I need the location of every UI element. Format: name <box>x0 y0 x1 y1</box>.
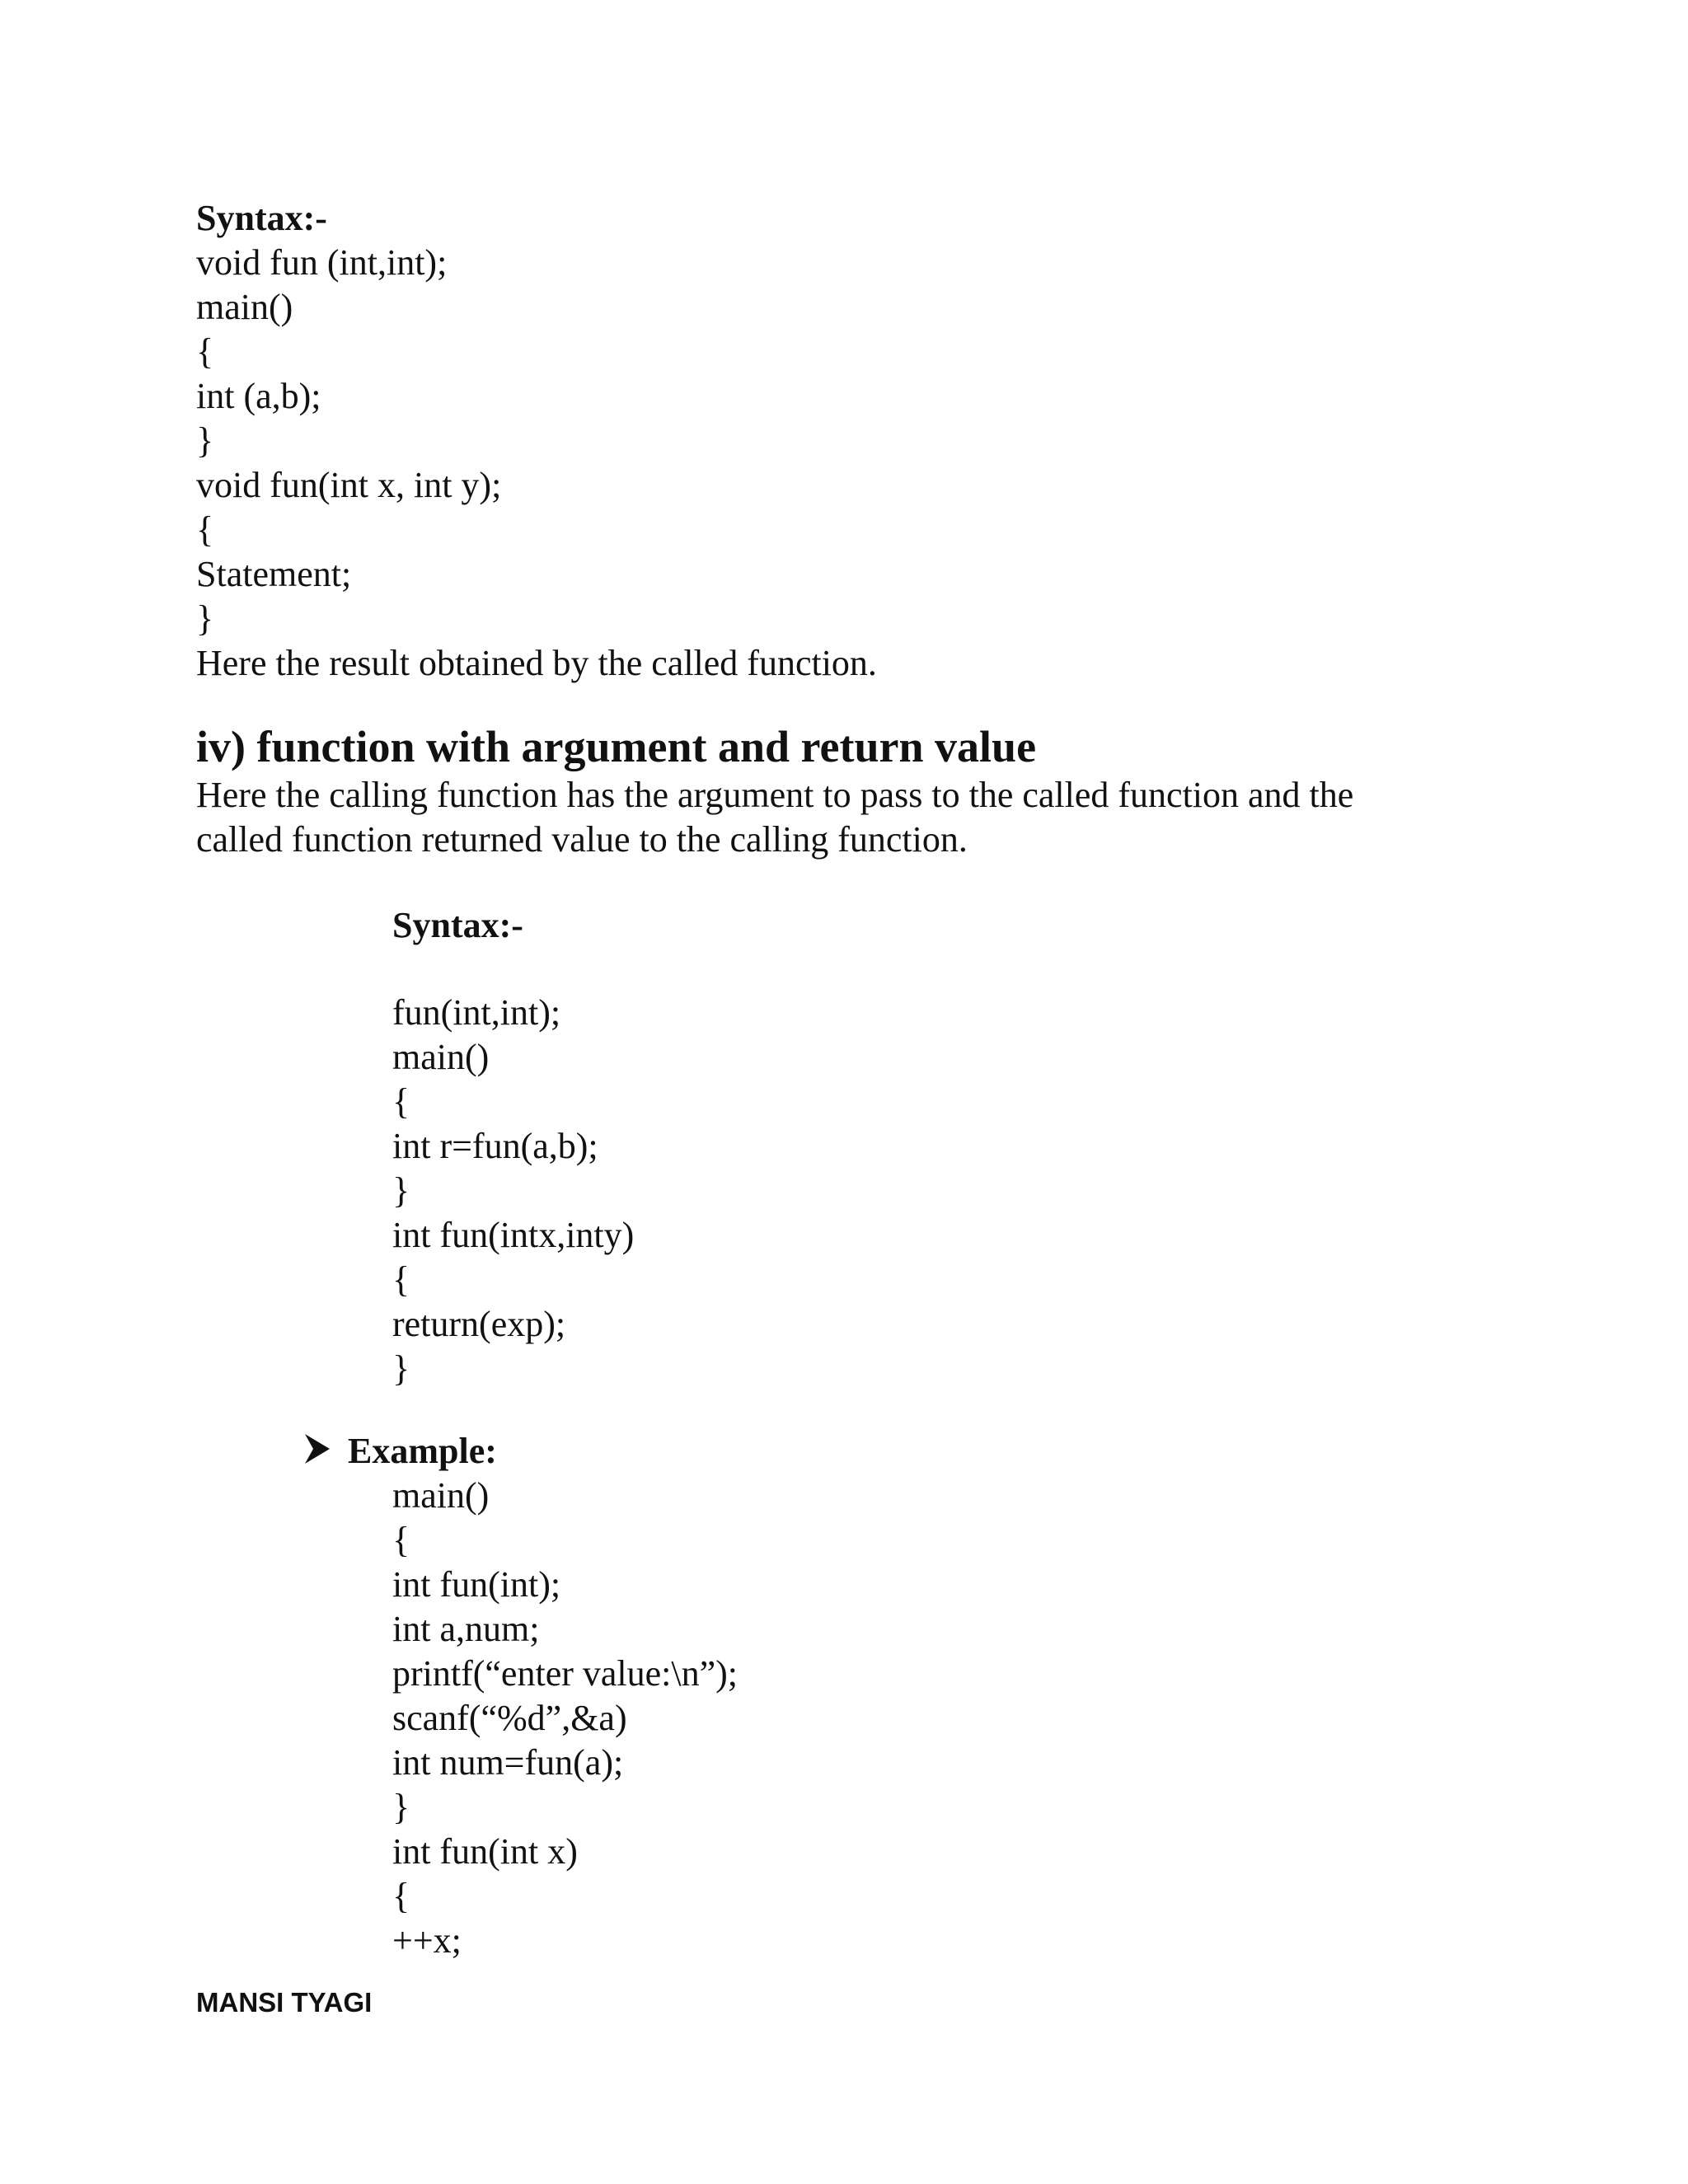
code-line: main() <box>392 1475 490 1516</box>
section-heading: iv) function with argument and return value <box>196 722 1037 771</box>
code-line: { <box>392 1520 410 1560</box>
code-line: { <box>392 1081 410 1122</box>
code-line: void fun(int x, int y); <box>196 465 502 505</box>
code-line: scanf(“%d”,&a) <box>392 1698 627 1738</box>
code-line: int fun(int); <box>392 1564 561 1605</box>
code-line: main() <box>196 287 293 327</box>
code-line: printf(“enter value:\n”); <box>392 1653 738 1694</box>
code-line: int num=fun(a); <box>392 1742 624 1783</box>
code-line: int a,num; <box>392 1609 540 1649</box>
syntax-label: Syntax:- <box>392 905 523 945</box>
syntax-label: Syntax:- <box>196 198 327 238</box>
code-line: } <box>392 1170 410 1211</box>
code-line: Statement; <box>196 554 352 594</box>
code-line: void fun (int,int); <box>196 242 448 283</box>
section-description <box>196 773 1498 862</box>
example-label: Example: <box>348 1431 497 1471</box>
explanation-text: Here the result obtained by the called function. <box>196 643 877 683</box>
description-line: Here the calling function has the argument to pass to the called function and the <box>196 775 1354 815</box>
code-line: int (a,b); <box>196 376 321 416</box>
code-line: int fun(intx,inty) <box>392 1215 635 1255</box>
code-line: { <box>392 1876 410 1916</box>
code-line: } <box>392 1787 410 1827</box>
footer-author: MANSI TYAGI <box>196 1987 373 2018</box>
arrowhead-bullet-icon <box>302 1429 335 1469</box>
code-line: fun(int,int); <box>392 992 561 1033</box>
code-line: } <box>196 420 214 461</box>
code-line: ++x; <box>392 1920 462 1961</box>
code-line: return(exp); <box>392 1304 566 1344</box>
code-line: } <box>392 1348 410 1389</box>
code-line: { <box>392 1259 410 1300</box>
code-line: } <box>196 598 214 639</box>
code-line: { <box>196 331 214 372</box>
description-line: called function returned value to the calling function. <box>196 819 968 860</box>
code-line: int fun(int x) <box>392 1831 578 1872</box>
code-line: int r=fun(a,b); <box>392 1126 598 1166</box>
code-line: { <box>196 509 214 550</box>
code-line: main() <box>392 1037 490 1077</box>
